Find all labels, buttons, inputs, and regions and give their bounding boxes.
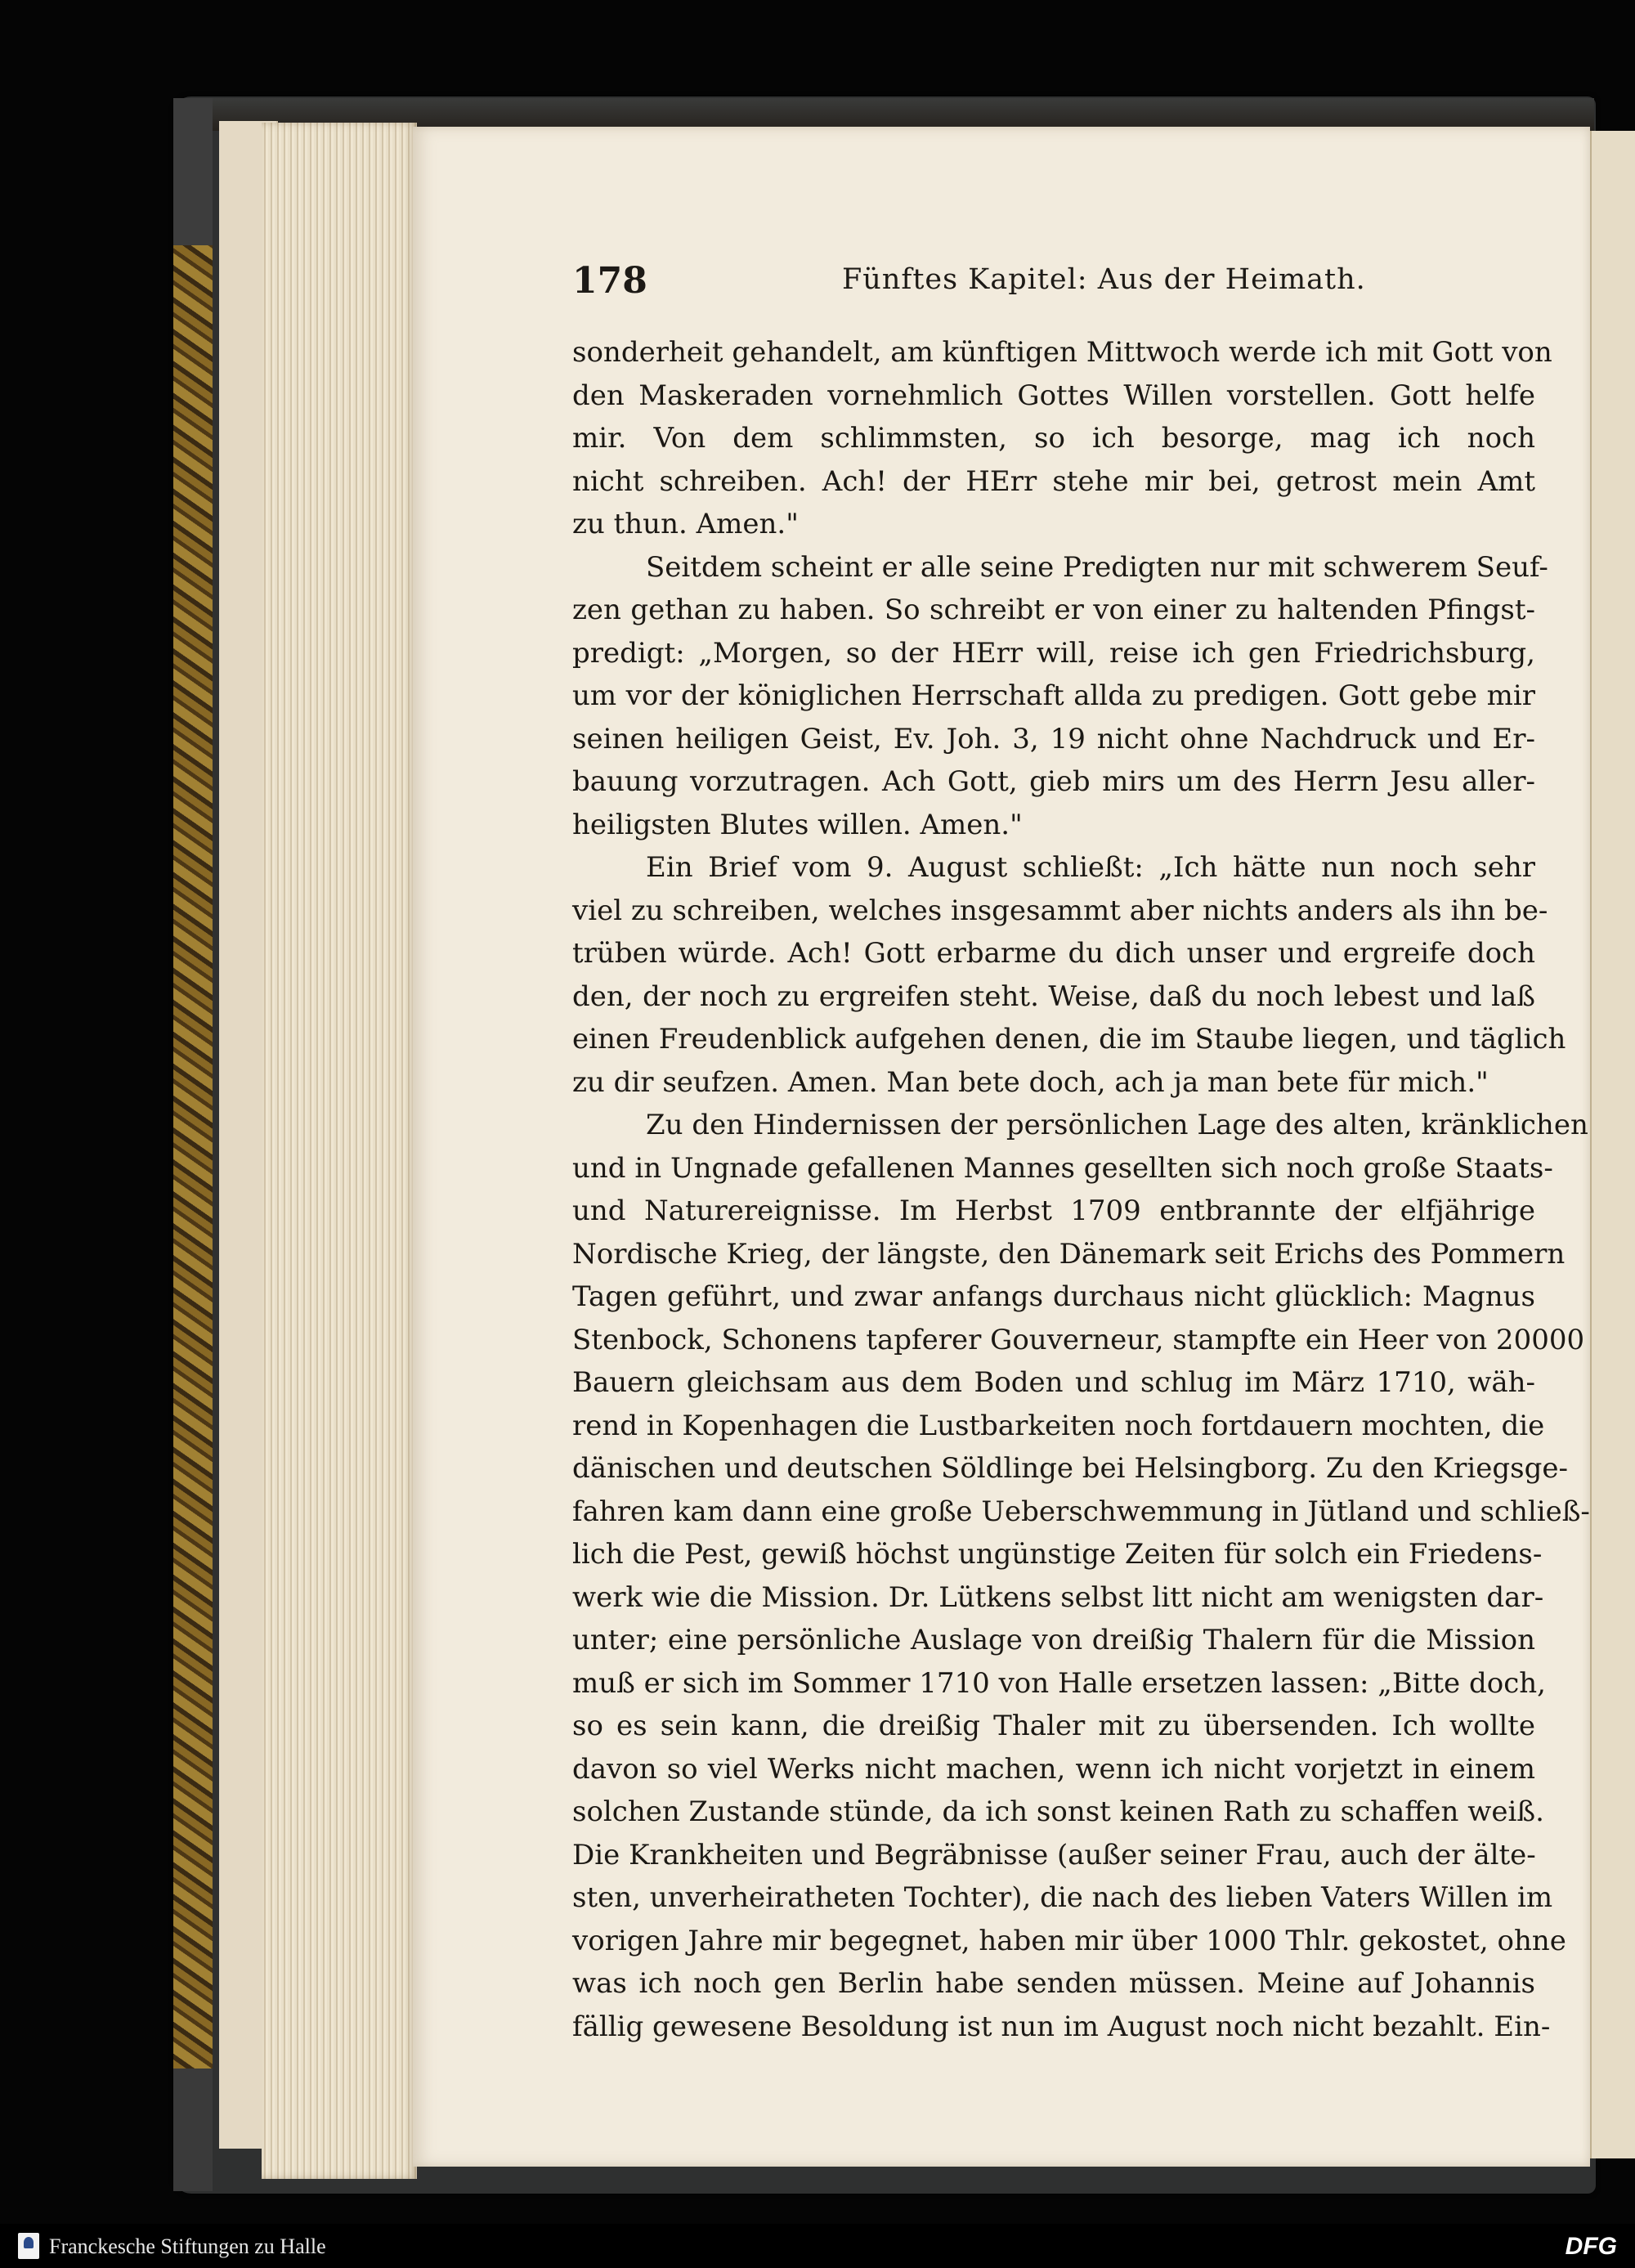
facing-page-edge [1590, 131, 1635, 2158]
text-line: solchen Zustande stünde, da ich sonst keinen Rath zu schaffen weiß. [572, 1795, 1544, 1828]
text-line: viel zu schreiben, welches insgesammt aber nichts anders als ihn be- [572, 894, 1548, 927]
text-line: zu dir seufzen. Amen. Man bete doch, ach ja man bete für mich." [572, 1065, 1489, 1099]
text-line: fällig gewesene Besoldung ist nun im August noch nicht bezahlt. Ein- [572, 2010, 1551, 2043]
text-line: Bauern gleichsam aus dem Boden und schlug im März 1710, wäh- [572, 1366, 1535, 1399]
text-line: vorigen Jahre mir begegnet, haben mir über 1000 Thlr. gekostet, ohne [572, 1924, 1566, 1957]
text-line: heiligsten Blutes willen. Amen." [572, 808, 1023, 841]
text-line: lich die Pest, gewiß höchst ungünstige Zeiten für solch ein Friedens- [572, 1538, 1543, 1571]
text-line: bauung vorzutragen. Ach Gott, gieb mirs um des Herrn Jesu aller- [572, 765, 1535, 798]
marbled-cover-edge [173, 245, 213, 2069]
text-line: was ich noch gen Berlin habe senden müssen. Meine auf Johannis [572, 1967, 1535, 2000]
institution-logo-icon [18, 2233, 39, 2259]
text-line: einen Freudenblick aufgehen denen, die im Staube liegen, und täglich [572, 1023, 1566, 1056]
text-line: dänischen und deutschen Söldlinge bei Helsingborg. Zu den Kriegsge- [572, 1452, 1569, 1485]
text-line: zen gethan zu haben. So schreibt er von einer zu haltenden Pfingst- [572, 594, 1535, 626]
text-line: Seitdem scheint er alle seine Predigten nur mit schwerem Seuf- [646, 550, 1548, 584]
text-line: sonderheit gehandelt, am künftigen Mittwoch werde ich mit Gott von [572, 336, 1552, 369]
text-line: muß er sich im Sommer 1710 von Halle ersetzen lassen: „Bitte doch, [572, 1666, 1546, 1700]
text-line: seinen heiligen Geist, Ev. Joh. 3, 19 nicht ohne Nachdruck und Er- [572, 722, 1535, 755]
page-number: 178 [572, 260, 647, 302]
text-line: und Naturereignisse. Im Herbst 1709 entbrannte der elfjährige [572, 1195, 1535, 1227]
text-line: zu thun. Amen." [572, 508, 799, 540]
dfg-badge: DFG [1565, 2233, 1617, 2260]
text-line: rend in Kopenhagen die Lustbarkeiten noch fortdauern mochten, die [572, 1409, 1545, 1442]
text-line: trüben würde. Ach! Gott erbarme du dich unser und ergreife doch [572, 937, 1535, 970]
text-line: um vor der königlichen Herrschaft allda zu predigen. Gott gebe mir [572, 679, 1535, 712]
body-text [572, 331, 1590, 2048]
cover-spine-bottom [173, 2069, 213, 2191]
text-line: Stenbock, Schonens tapferer Gouverneur, stampfte ein Heer von 20000 [572, 1323, 1585, 1356]
text-line: mir. Von dem schlimmsten, so ich besorge, mag ich noch [572, 422, 1535, 455]
text-line: Zu den Hindernissen der persönlichen Lage des alten, kränklichen [646, 1109, 1588, 1141]
text-line: Ein Brief vom 9. August schließt: „Ich hätte nun noch sehr [646, 851, 1535, 884]
text-line: so es sein kann, die dreißig Thaler mit zu übersenden. Ich wollte [572, 1710, 1535, 1742]
page-header [572, 260, 1529, 309]
text-line: Nordische Krieg, der längste, den Dänemark seit Erichs des Pommern [572, 1237, 1566, 1271]
text-line: unter; eine persönliche Auslage von dreißig Thalern für die Mission [572, 1624, 1535, 1656]
text-line: davon so viel Werks nicht machen, wenn ich nicht vorjetzt in einem [572, 1752, 1535, 1786]
text-line: den, der noch zu ergreifen steht. Weise, daß du noch lebest und laß [572, 979, 1535, 1013]
text-line: Tagen geführt, und zwar anfangs durchaus nicht glücklich: Magnus [572, 1280, 1535, 1313]
institution-name: Franckesche Stiftungen zu Halle [49, 2234, 326, 2258]
page-block-edges [262, 123, 417, 2179]
text-line: Die Krankheiten und Begräbnisse (außer seiner Frau, auch der älte- [572, 1838, 1536, 1871]
text-line: und in Ungnade gefallenen Mannes gesellten sich noch große Staats- [572, 1151, 1553, 1185]
text-line: werk wie die Mission. Dr. Lütkens selbst litt nicht am wenigsten dar- [572, 1580, 1544, 1614]
running-head: Fünftes Kapitel: Aus der Heimath. [842, 263, 1366, 296]
text-line: fahren kam dann eine große Ueberschwemmung in Jütland und schließ- [572, 1495, 1590, 1528]
text-line: den Maskeraden vornehmlich Gottes Willen vorstellen. Gott helfe [572, 379, 1535, 412]
text-line: sten, unverheiratheten Tochter), die nach des lieben Vaters Willen im [572, 1881, 1553, 1914]
text-line: nicht schreiben. Ach! der HErr stehe mir bei, getrost mein Amt [572, 464, 1535, 498]
text-line: predigt: „Morgen, so der HErr will, reise ich gen Friedrichsburg, [572, 636, 1535, 670]
cover-spine-top [173, 98, 213, 245]
